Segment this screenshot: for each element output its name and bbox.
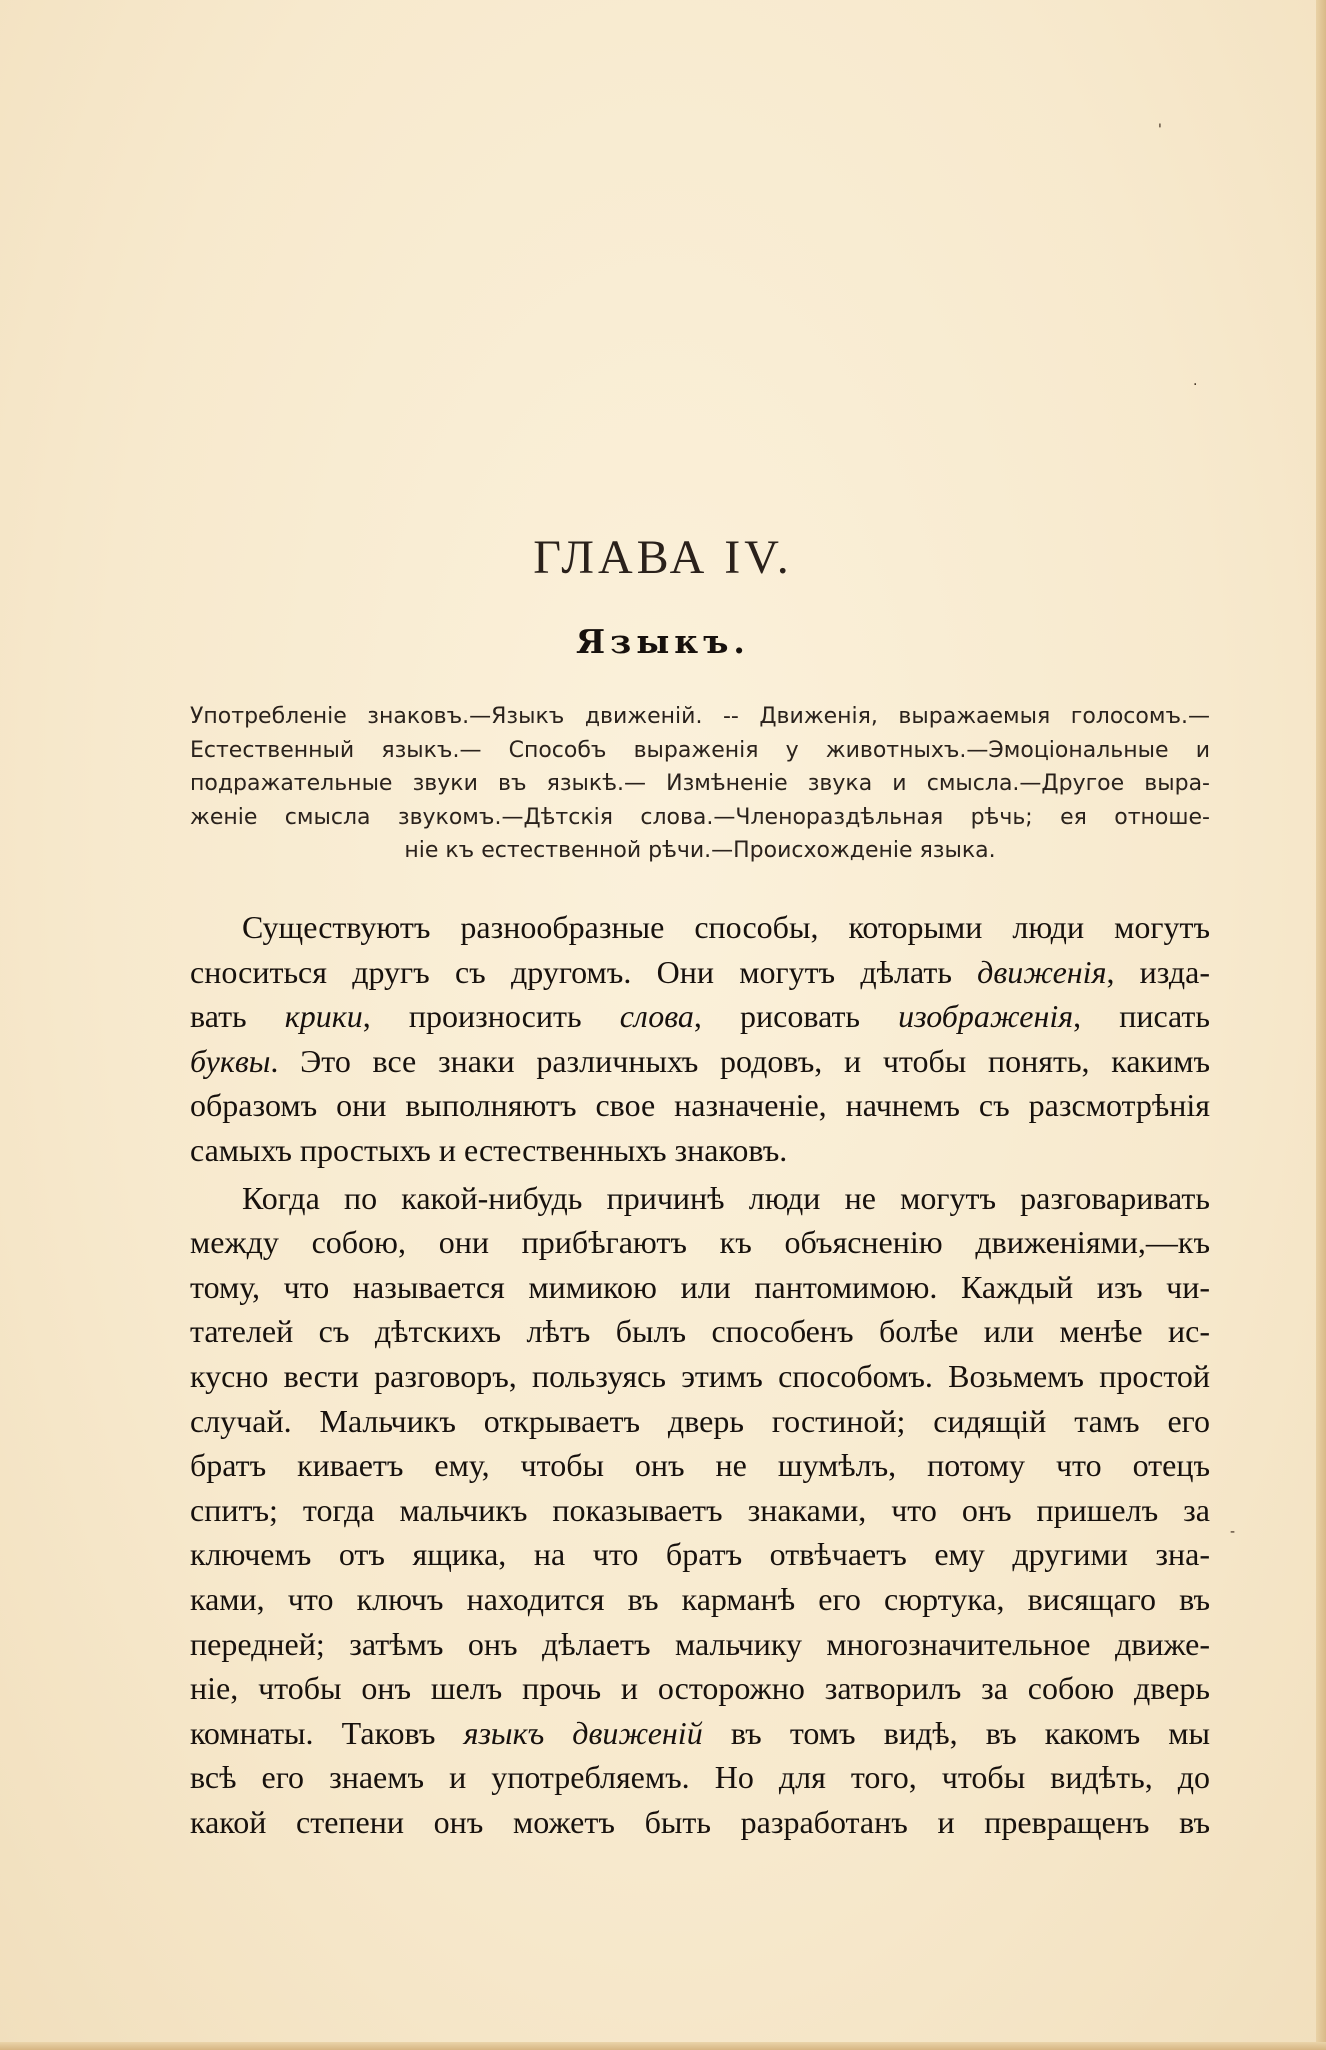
text-line: сноситься другъ съ другомъ. Они могутъ дѣлать движенія, изда- xyxy=(190,953,1211,990)
text-line: ключемъ отъ ящика, на что братъ отвѣчаетъ ему другими зна- xyxy=(190,1536,1210,1573)
chapter-heading: ГЛАВА IV. xyxy=(533,531,793,584)
ink-dot-right: · xyxy=(1193,377,1198,393)
text-line: спитъ; тогда мальчикъ показываетъ знаками, что онъ пришелъ за xyxy=(190,1491,1210,1528)
page-edge-bottom xyxy=(0,2042,1326,2050)
text-line: Существуютъ разнообразные способы, которыми люди могутъ xyxy=(242,909,1210,945)
text-line: кусно вести разговоръ, пользуясь этимъ способомъ. Возьмемъ простой xyxy=(190,1357,1210,1394)
text-line: всѣ его знаемъ и употребляемъ. Но для того, чтобы видѣть, до xyxy=(190,1759,1210,1796)
text-line: между собою, они прибѣгаютъ къ объясненію движеніями,—къ xyxy=(190,1224,1210,1261)
text-line: какой степени онъ можетъ быть разработанъ и превращенъ въ xyxy=(190,1803,1210,1840)
text-line: ками, что ключъ находится въ карманѣ его сюртука, висящаго въ xyxy=(190,1580,1210,1617)
emphasis: буквы xyxy=(190,1042,271,1079)
text-line: братъ киваетъ ему, чтобы онъ не шумѣлъ, потому что отецъ xyxy=(190,1447,1210,1484)
text-line: передней; затѣмъ онъ дѣлаетъ мальчику многозначительное движе- xyxy=(190,1625,1210,1662)
chapter-title: Языкъ. xyxy=(576,622,750,661)
text-line: комнаты. Таковъ языкъ движеній въ томъ видѣ, въ какомъ мы xyxy=(190,1714,1211,1751)
text-line: самыхъ простыхъ и естественныхъ знаковъ. xyxy=(190,1131,788,1168)
ink-mark-top-right: ' xyxy=(1158,122,1162,138)
chapter-summary xyxy=(190,700,1210,868)
summary-line: подражательные звуки въ языкѣ.— Измѣненіе звука и смысла.—Другое выра- xyxy=(190,771,1210,796)
page-edge-right xyxy=(1316,0,1326,2050)
margin-mark: - xyxy=(1230,1524,1236,1540)
text-line: буквы. Это все знаки различныхъ родовъ, и чтобы понять, какимъ xyxy=(190,1042,1210,1079)
emphasis: крики xyxy=(284,998,363,1035)
emphasis: изображенія xyxy=(898,998,1074,1035)
text-line: тому, что называется мимикою или пантомимою. Каждый изъ чи- xyxy=(190,1268,1210,1305)
summary-line: ніе къ естественной рѣчи.—Происхожденіе языка. xyxy=(404,838,996,863)
text-line: ніе, чтобы онъ шелъ прочь и осторожно затворилъ за собою дверь xyxy=(190,1670,1210,1707)
emphasis: языкъ движеній xyxy=(463,1714,703,1751)
text-line: тателей съ дѣтскихъ лѣтъ былъ способенъ болѣе или менѣе ис- xyxy=(190,1313,1210,1350)
emphasis: движенія xyxy=(977,953,1107,990)
text-line: Когда по какой-нибудь причинѣ люди не могутъ разговаривать xyxy=(242,1179,1210,1216)
text-line: случай. Мальчикъ открываетъ дверь гостиной; сидящій тамъ его xyxy=(190,1402,1210,1439)
text-line: образомъ они выполняютъ свое назначеніе, начнемъ съ разсмотрѣнія xyxy=(190,1087,1210,1124)
body-text xyxy=(190,905,1210,1844)
emphasis: слова xyxy=(619,998,694,1035)
text-line: вать крики, произносить слова, рисовать изображенія, писать xyxy=(190,998,1211,1035)
summary-line: Употребленіе знаковъ.—Языкъ движеній. -- Движенія, выражаемыя голосомъ.— xyxy=(190,704,1210,729)
summary-line: Естественный языкъ.— Способъ выраженія у животныхъ.—Эмоціональные и xyxy=(190,737,1210,763)
summary-line: женіе смысла звукомъ.—Дѣтскія слова.—Членораздѣльная рѣчь; ея отноше- xyxy=(190,804,1210,830)
